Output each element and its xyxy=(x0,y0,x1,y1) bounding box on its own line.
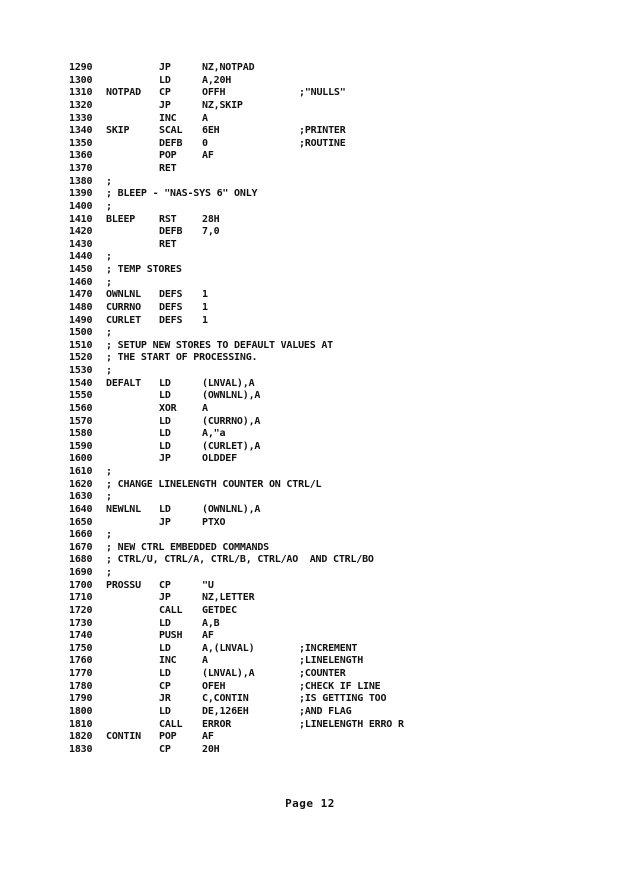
comment-line: ; CHANGE LINELENGTH COUNTER ON CTRL/L xyxy=(106,478,322,490)
line-number: 1410 xyxy=(69,213,93,225)
line-number: 1460 xyxy=(69,276,93,288)
opcode: LD xyxy=(159,390,171,402)
operand: (CURLET),A xyxy=(202,440,261,452)
operand: 20H xyxy=(202,743,220,755)
line-number: 1520 xyxy=(69,352,93,364)
opcode: LD xyxy=(159,642,171,654)
line-number: 1330 xyxy=(69,112,93,124)
opcode: DEFB xyxy=(159,137,183,149)
line-number: 1660 xyxy=(69,529,93,541)
line-number: 1400 xyxy=(69,200,93,212)
opcode: DEFS xyxy=(159,301,183,313)
operand: A xyxy=(202,112,208,124)
comment-line: ; xyxy=(106,327,112,339)
opcode: POP xyxy=(159,731,177,743)
operand: AF xyxy=(202,731,214,743)
line-number: 1470 xyxy=(69,289,93,301)
comment-line: ; NEW CTRL EMBEDDED COMMANDS xyxy=(106,541,269,553)
opcode: JP xyxy=(159,62,171,73)
operand: 6EH xyxy=(202,125,220,137)
operand: OFEH xyxy=(202,680,226,692)
opcode: XOR xyxy=(159,402,177,414)
comment-line: ; xyxy=(106,567,112,578)
operand: 1 xyxy=(202,301,208,313)
line-number: 1830 xyxy=(69,743,93,755)
opcode: JP xyxy=(159,99,171,111)
opcode: JR xyxy=(159,693,171,705)
inline-comment: ;ROUTINE xyxy=(299,137,346,149)
operand: OFFH xyxy=(202,87,226,99)
line-number: 1440 xyxy=(69,251,93,263)
opcode: LD xyxy=(159,617,171,629)
line-number: 1490 xyxy=(69,314,93,326)
opcode: LD xyxy=(159,415,171,427)
line-number: 1620 xyxy=(69,478,93,490)
inline-comment: ;PRINTER xyxy=(299,125,346,137)
opcode: RET xyxy=(159,238,177,250)
opcode: INC xyxy=(159,655,177,667)
comment-line: ; xyxy=(106,491,112,503)
line-label: BLEEP xyxy=(106,213,136,225)
line-number: 1770 xyxy=(69,668,93,679)
operand: (LNVAL),A xyxy=(202,668,255,679)
operand: ERROR xyxy=(202,718,232,730)
operand: (OWNLNL),A xyxy=(202,503,261,515)
opcode: LD xyxy=(159,377,171,389)
line-number: 1680 xyxy=(69,554,93,566)
opcode: LD xyxy=(159,74,171,86)
line-label: CONTIN xyxy=(106,731,141,743)
line-number: 1430 xyxy=(69,238,93,250)
line-number: 1690 xyxy=(69,567,93,578)
line-number: 1550 xyxy=(69,390,93,402)
operand: 7,0 xyxy=(202,226,220,238)
line-number: 1310 xyxy=(69,87,93,99)
line-number: 1320 xyxy=(69,99,93,111)
comment-line: ; CTRL/U, CTRL/A, CTRL/B, CTRL/AO AND CTRL/BO xyxy=(106,554,374,566)
comment-line: ; xyxy=(106,276,112,288)
line-number: 1540 xyxy=(69,377,93,389)
line-number: 1760 xyxy=(69,655,93,667)
inline-comment: ;LINELENGTH ERRO R xyxy=(299,718,404,730)
comment-line: ; xyxy=(106,529,112,541)
line-number: 1350 xyxy=(69,137,93,149)
opcode: SCAL xyxy=(159,125,183,137)
line-number: 1500 xyxy=(69,327,93,339)
page-number: Page 12 xyxy=(285,797,335,810)
operand: PTXO xyxy=(202,516,226,528)
operand: (LNVAL),A xyxy=(202,377,255,389)
opcode: LD xyxy=(159,428,171,440)
line-number: 1480 xyxy=(69,301,93,313)
operand: 1 xyxy=(202,314,208,326)
line-number: 1510 xyxy=(69,339,93,351)
comment-line: ; SETUP NEW STORES TO DEFAULT VALUES AT xyxy=(106,339,333,351)
line-number: 1370 xyxy=(69,163,93,174)
inline-comment: ;LINELENGTH xyxy=(299,655,364,667)
inline-comment: ;"NULLS" xyxy=(299,87,346,99)
line-number: 1390 xyxy=(69,188,93,200)
operand: A xyxy=(202,402,208,414)
opcode: POP xyxy=(159,150,177,162)
line-number: 1780 xyxy=(69,680,93,692)
operand: AF xyxy=(202,150,214,162)
line-number: 1340 xyxy=(69,125,93,137)
opcode: CP xyxy=(159,743,171,755)
operand: A,(LNVAL) xyxy=(202,642,255,654)
opcode: JP xyxy=(159,453,171,465)
operand: 0 xyxy=(202,137,208,149)
operand: A,"a xyxy=(202,428,226,440)
line-number: 1450 xyxy=(69,264,93,275)
operand: AF xyxy=(202,630,214,642)
line-label: NEWLNL xyxy=(106,503,141,515)
line-number: 1740 xyxy=(69,630,93,642)
line-number: 1290 xyxy=(69,62,93,73)
line-number: 1820 xyxy=(69,731,93,743)
line-number: 1700 xyxy=(69,579,93,591)
operand: DE,126EH xyxy=(202,705,249,717)
operand: A,20H xyxy=(202,74,232,86)
line-label: CURLET xyxy=(106,314,141,326)
opcode: LD xyxy=(159,668,171,679)
comment-line: ; TEMP STORES xyxy=(106,264,182,275)
line-number: 1300 xyxy=(69,74,93,86)
comment-line: ; xyxy=(106,365,112,376)
line-number: 1530 xyxy=(69,365,93,376)
line-number: 1810 xyxy=(69,718,93,730)
operand: (OWNLNL),A xyxy=(202,390,261,402)
line-number: 1750 xyxy=(69,642,93,654)
operand: NZ,NOTPAD xyxy=(202,62,255,73)
inline-comment: ;CHECK IF LINE xyxy=(299,680,381,692)
inline-comment: ;IS GETTING TOO xyxy=(299,693,387,705)
operand: (CURRNO),A xyxy=(202,415,261,427)
inline-comment: ;COUNTER xyxy=(299,668,346,679)
opcode: CP xyxy=(159,680,171,692)
opcode: JP xyxy=(159,516,171,528)
operand: NZ,LETTER xyxy=(202,592,255,604)
line-number: 1570 xyxy=(69,415,93,427)
line-number: 1720 xyxy=(69,604,93,616)
operand: A,B xyxy=(202,617,220,629)
line-number: 1730 xyxy=(69,617,93,629)
line-number: 1420 xyxy=(69,226,93,238)
line-label: SKIP xyxy=(106,125,130,137)
line-number: 1590 xyxy=(69,440,93,452)
operand: C,CONTIN xyxy=(202,693,249,705)
line-number: 1790 xyxy=(69,693,93,705)
opcode: DEFB xyxy=(159,226,183,238)
line-number: 1640 xyxy=(69,503,93,515)
line-number: 1610 xyxy=(69,466,93,477)
comment-line: ; BLEEP - "NAS-SYS 6" ONLY xyxy=(106,188,258,200)
inline-comment: ;AND FLAG xyxy=(299,705,352,717)
operand: 1 xyxy=(202,289,208,301)
opcode: CALL xyxy=(159,718,183,730)
line-number: 1630 xyxy=(69,491,93,503)
opcode: CALL xyxy=(159,604,183,616)
line-number: 1800 xyxy=(69,705,93,717)
opcode: DEFS xyxy=(159,314,183,326)
comment-line: ; xyxy=(106,466,112,477)
inline-comment: ;INCREMENT xyxy=(299,642,358,654)
opcode: RST xyxy=(159,213,177,225)
opcode: JP xyxy=(159,592,171,604)
line-number: 1560 xyxy=(69,402,93,414)
line-label: NOTPAD xyxy=(106,87,141,99)
comment-line: ; xyxy=(106,175,112,187)
line-number: 1670 xyxy=(69,541,93,553)
operand: NZ,SKIP xyxy=(202,99,243,111)
line-number: 1580 xyxy=(69,428,93,440)
line-label: DEFALT xyxy=(106,377,141,389)
comment-line: ; THE START OF PROCESSING. xyxy=(106,352,258,364)
operand: GETDEC xyxy=(202,604,237,616)
line-label: OWNLNL xyxy=(106,289,141,301)
comment-line: ; xyxy=(106,200,112,212)
line-number: 1710 xyxy=(69,592,93,604)
operand: OLDDEF xyxy=(202,453,237,465)
opcode: LD xyxy=(159,705,171,717)
line-number: 1650 xyxy=(69,516,93,528)
opcode: CP xyxy=(159,579,171,591)
opcode: CP xyxy=(159,87,171,99)
opcode: RET xyxy=(159,163,177,174)
operand: 28H xyxy=(202,213,220,225)
comment-line: ; xyxy=(106,251,112,263)
line-label: CURRNO xyxy=(106,301,141,313)
line-number: 1360 xyxy=(69,150,93,162)
line-number: 1380 xyxy=(69,175,93,187)
opcode: LD xyxy=(159,503,171,515)
operand: A xyxy=(202,655,208,667)
opcode: DEFS xyxy=(159,289,183,301)
opcode: PUSH xyxy=(159,630,183,642)
operand: "U xyxy=(202,579,214,591)
opcode: LD xyxy=(159,440,171,452)
line-number: 1600 xyxy=(69,453,93,465)
opcode: INC xyxy=(159,112,177,124)
line-label: PROSSU xyxy=(106,579,141,591)
